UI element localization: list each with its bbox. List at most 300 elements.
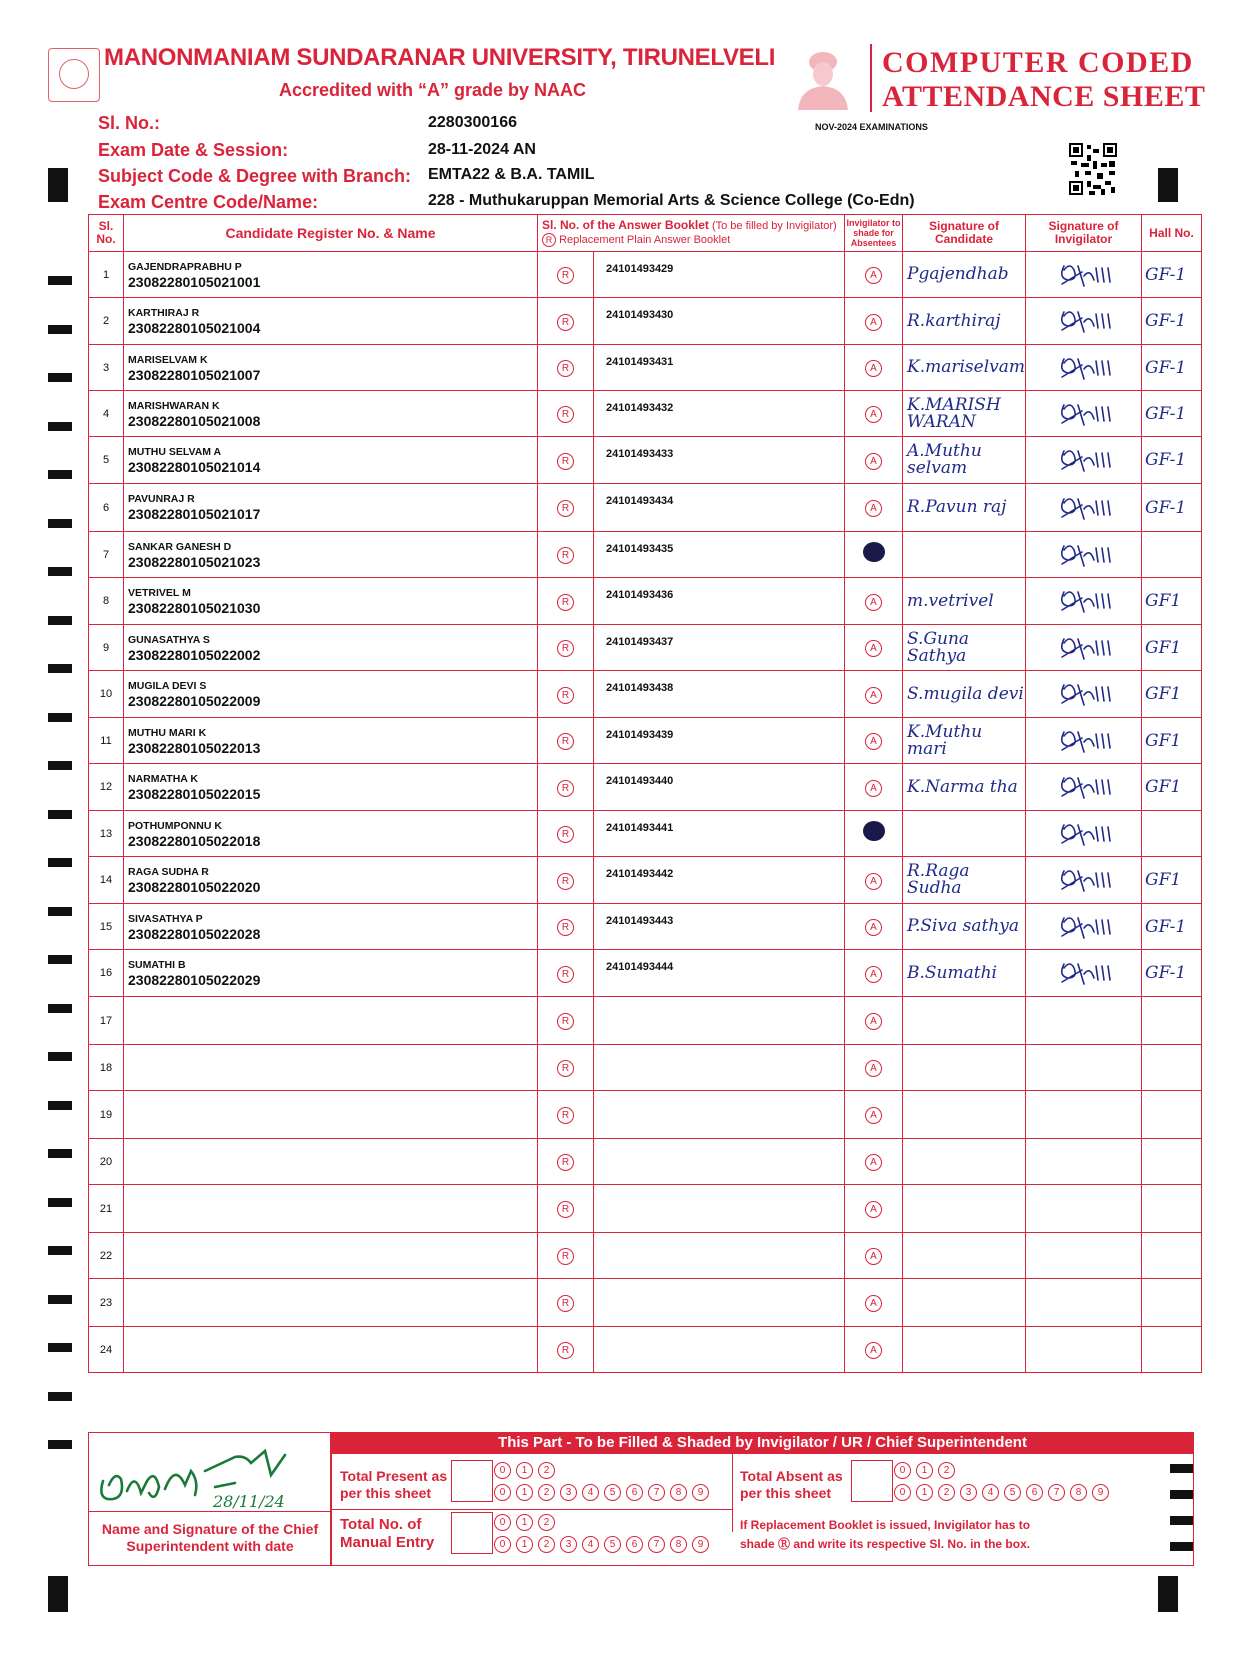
candidate-signature[interactable] — [903, 1045, 1026, 1091]
timing-mark — [48, 1392, 72, 1401]
university-logo — [48, 48, 100, 102]
booklet-no[interactable]: 24101493436 — [594, 578, 845, 625]
invigilator-signature[interactable] — [1026, 1139, 1142, 1185]
invigilator-signature[interactable] — [1026, 578, 1142, 625]
absent-cell[interactable] — [845, 437, 903, 484]
candidate-cell — [124, 1185, 538, 1233]
digit-bubble[interactable]: 2 — [538, 1514, 555, 1531]
replacement-cell[interactable] — [538, 1045, 594, 1091]
candidate-cell — [124, 532, 538, 578]
absent-cell[interactable] — [845, 625, 903, 671]
row-sl-no: 18 — [89, 1045, 124, 1091]
digit-bubble[interactable]: 9 — [1092, 1484, 1109, 1501]
candidate-cell — [124, 1091, 538, 1139]
digit-bubble[interactable]: 3 — [560, 1536, 577, 1553]
hall-no[interactable] — [1142, 532, 1202, 578]
digit-bubble[interactable]: 8 — [670, 1536, 687, 1553]
replacement-cell[interactable] — [538, 625, 594, 671]
booklet-no[interactable] — [594, 1139, 845, 1185]
replacement-cell[interactable] — [538, 997, 594, 1045]
digit-bubble[interactable]: 7 — [648, 1484, 665, 1501]
candidate-cell — [124, 578, 538, 625]
candidate-cell — [124, 718, 538, 764]
replacement-bubble[interactable]: R — [557, 547, 574, 564]
replacement-bubble[interactable]: R — [557, 733, 574, 750]
invigilator-signature[interactable] — [1026, 345, 1142, 391]
booklet-no[interactable] — [594, 1185, 845, 1233]
hall-no[interactable]: GF-1 — [1142, 904, 1202, 950]
candidate-cell — [124, 298, 538, 345]
booklet-no[interactable] — [594, 1091, 845, 1139]
absent-cell[interactable] — [845, 857, 903, 904]
invigilator-signature[interactable] — [1026, 391, 1142, 437]
candidate-signature[interactable]: A.Muthu selvam — [903, 437, 1026, 484]
booklet-no[interactable]: 24101493440 — [594, 764, 845, 811]
replacement-cell[interactable] — [538, 298, 594, 345]
manual-entry-box[interactable] — [451, 1512, 493, 1554]
invigilator-signature[interactable] — [1026, 950, 1142, 997]
absent-cell[interactable] — [845, 1139, 903, 1185]
digit-bubble[interactable]: 7 — [1048, 1484, 1065, 1501]
replacement-bubble[interactable]: R — [557, 780, 574, 797]
candidate-reg-no: 23082280105022020 — [128, 879, 261, 895]
invigilator-signature[interactable] — [1026, 671, 1142, 718]
row-sl-no: 8 — [89, 578, 124, 625]
accreditation-text: Accredited with “A” grade by NAAC — [279, 80, 587, 100]
candidate-signature[interactable] — [903, 1233, 1026, 1279]
table-row — [89, 391, 1202, 437]
digit-bubble[interactable]: 0 — [494, 1514, 511, 1531]
replacement-bubble[interactable]: R — [557, 1013, 574, 1030]
timing-mark — [48, 1576, 68, 1612]
replacement-bubble[interactable]: R — [557, 1201, 574, 1218]
absent-cell[interactable] — [845, 718, 903, 764]
candidate-signature[interactable] — [903, 532, 1026, 578]
absent-cell[interactable] — [845, 1091, 903, 1139]
replacement-bubble[interactable]: R — [557, 267, 574, 284]
total-absent-units[interactable] — [894, 1482, 1114, 1501]
table-row — [89, 1185, 1202, 1233]
replacement-bubble[interactable]: R — [557, 1107, 574, 1124]
digit-bubble[interactable]: 1 — [516, 1514, 533, 1531]
hall-no[interactable]: GF1 — [1142, 578, 1202, 625]
sheet-title-line2: ATTENDANCE SHEET — [882, 80, 1206, 113]
absent-cell[interactable] — [845, 484, 903, 532]
digit-bubble[interactable]: 6 — [1026, 1484, 1043, 1501]
hall-no[interactable] — [1142, 1279, 1202, 1327]
booklet-no[interactable] — [594, 1045, 845, 1091]
candidate-signature[interactable] — [903, 1327, 1026, 1373]
digit-bubble[interactable]: 0 — [894, 1462, 911, 1479]
digit-bubble[interactable]: 1 — [916, 1484, 933, 1501]
booklet-no[interactable] — [594, 1327, 845, 1373]
candidate-name: SIVASATHYA P — [128, 913, 203, 925]
candidate-signature[interactable] — [903, 1091, 1026, 1139]
hall-no[interactable] — [1142, 1045, 1202, 1091]
manual-entry-tens[interactable] — [494, 1512, 560, 1531]
booklet-no[interactable]: 24101493429 — [594, 252, 845, 298]
hall-no[interactable] — [1142, 1139, 1202, 1185]
sheet-header — [0, 0, 1240, 210]
replacement-cell[interactable] — [538, 857, 594, 904]
candidate-name: MUGILA DEVI S — [128, 680, 207, 692]
absent-cell[interactable] — [845, 1233, 903, 1279]
absent-cell[interactable] — [845, 811, 903, 857]
table-row — [89, 625, 1202, 671]
hall-no[interactable] — [1142, 811, 1202, 857]
hall-no[interactable] — [1142, 1185, 1202, 1233]
replacement-cell[interactable] — [538, 484, 594, 532]
timing-mark — [48, 1004, 72, 1013]
table-row — [89, 1045, 1202, 1091]
hall-no[interactable]: GF-1 — [1142, 391, 1202, 437]
invigilator-signature[interactable] — [1026, 1045, 1142, 1091]
digit-bubble[interactable]: 6 — [626, 1536, 643, 1553]
digit-bubble[interactable]: 4 — [582, 1536, 599, 1553]
timing-mark — [1158, 168, 1178, 202]
candidate-cell — [124, 764, 538, 811]
booklet-no[interactable]: 24101493444 — [594, 950, 845, 997]
booklet-no[interactable]: 24101493431 — [594, 345, 845, 391]
digit-bubble[interactable]: 2 — [938, 1484, 955, 1501]
absent-bubble[interactable]: A — [865, 594, 882, 611]
digit-bubble[interactable]: 1 — [516, 1484, 533, 1501]
replacement-bubble[interactable]: R — [557, 919, 574, 936]
hall-no[interactable] — [1142, 1091, 1202, 1139]
replacement-bubble[interactable]: R — [557, 1060, 574, 1077]
candidate-signature[interactable]: m.vetrivel — [903, 578, 1026, 625]
replacement-cell[interactable] — [538, 252, 594, 298]
digit-bubble[interactable]: 0 — [494, 1536, 511, 1553]
absent-cell[interactable] — [845, 1279, 903, 1327]
candidate-cell — [124, 997, 538, 1045]
digit-bubble[interactable]: 9 — [692, 1484, 709, 1501]
invigilator-summary-section — [88, 1432, 1194, 1566]
booklet-no[interactable]: 24101493430 — [594, 298, 845, 345]
replacement-bubble[interactable]: R — [557, 500, 574, 517]
replacement-bubble[interactable]: R — [557, 1248, 574, 1265]
replacement-cell[interactable] — [538, 811, 594, 857]
invigilator-signature[interactable] — [1026, 1327, 1142, 1373]
absent-bubble[interactable]: A — [865, 500, 882, 517]
row-sl-no: 5 — [89, 437, 124, 484]
table-row — [89, 1091, 1202, 1139]
invigilator-signature[interactable] — [1026, 904, 1142, 950]
hall-no[interactable]: GF-1 — [1142, 437, 1202, 484]
hall-no[interactable]: GF1 — [1142, 671, 1202, 718]
hall-no[interactable]: GF-1 — [1142, 345, 1202, 391]
absent-bubble[interactable]: A — [865, 314, 882, 331]
replacement-cell[interactable] — [538, 764, 594, 811]
hall-no[interactable] — [1142, 1327, 1202, 1373]
booklet-no[interactable]: 24101493435 — [594, 532, 845, 578]
digit-bubble[interactable]: 8 — [670, 1484, 687, 1501]
manual-entry-units[interactable] — [494, 1534, 714, 1553]
replacement-cell[interactable] — [538, 950, 594, 997]
invigilator-signature[interactable] — [1026, 625, 1142, 671]
absent-cell[interactable] — [845, 997, 903, 1045]
candidate-signature[interactable]: K.Muthu mari — [903, 718, 1026, 764]
attendance-table — [88, 214, 1202, 1373]
replacement-cell[interactable] — [538, 437, 594, 484]
candidate-signature[interactable] — [903, 811, 1026, 857]
replacement-cell[interactable] — [538, 391, 594, 437]
invigilator-signature[interactable] — [1026, 298, 1142, 345]
hall-no[interactable]: GF1 — [1142, 857, 1202, 904]
replacement-cell[interactable] — [538, 1279, 594, 1327]
table-row — [89, 671, 1202, 718]
absent-bubble[interactable]: A — [865, 1342, 882, 1359]
timing-mark — [48, 1246, 72, 1255]
absent-cell[interactable] — [845, 950, 903, 997]
invigilator-signature[interactable] — [1026, 532, 1142, 578]
invigilator-signature[interactable] — [1026, 1091, 1142, 1139]
table-row — [89, 718, 1202, 764]
replacement-cell[interactable] — [538, 718, 594, 764]
absent-bubble[interactable]: A — [865, 406, 882, 423]
digit-bubble[interactable]: 7 — [648, 1536, 665, 1553]
digit-bubble[interactable]: 6 — [626, 1484, 643, 1501]
invigilator-signature[interactable] — [1026, 811, 1142, 857]
booklet-no[interactable]: 24101493432 — [594, 391, 845, 437]
invigilator-signature[interactable] — [1026, 857, 1142, 904]
replacement-bubble[interactable]: R — [557, 1154, 574, 1171]
candidate-signature[interactable]: R.Raga Sudha — [903, 857, 1026, 904]
candidate-signature[interactable] — [903, 1279, 1026, 1327]
candidate-signature[interactable] — [903, 1139, 1026, 1185]
booklet-no[interactable] — [594, 997, 845, 1045]
replacement-cell[interactable] — [538, 1233, 594, 1279]
absent-cell[interactable] — [845, 345, 903, 391]
candidate-signature[interactable] — [903, 1185, 1026, 1233]
absent-bubble[interactable]: A — [865, 267, 882, 284]
candidate-signature[interactable]: Pgajendhab — [903, 252, 1026, 298]
replacement-cell[interactable] — [538, 671, 594, 718]
absent-cell[interactable] — [845, 904, 903, 950]
replacement-bubble[interactable]: R — [557, 826, 574, 843]
absent-bubble[interactable]: A — [865, 1248, 882, 1265]
digit-bubble[interactable]: 1 — [516, 1462, 533, 1479]
digit-bubble[interactable]: 5 — [604, 1484, 621, 1501]
booklet-no[interactable]: 24101493442 — [594, 857, 845, 904]
replacement-cell[interactable] — [538, 578, 594, 625]
absent-cell[interactable] — [845, 252, 903, 298]
absent-bubble[interactable]: A — [865, 780, 882, 797]
hall-no[interactable]: GF1 — [1142, 625, 1202, 671]
absent-cell[interactable] — [845, 671, 903, 718]
absent-cell[interactable] — [845, 764, 903, 811]
hall-no[interactable]: GF-1 — [1142, 950, 1202, 997]
digit-bubble[interactable]: 2 — [538, 1462, 555, 1479]
candidate-name: VETRIVEL M — [128, 587, 191, 599]
total-absent-tens[interactable] — [894, 1460, 960, 1479]
digit-bubble[interactable]: 0 — [494, 1484, 511, 1501]
replacement-bubble[interactable]: R — [557, 873, 574, 890]
hall-no[interactable]: GF-1 — [1142, 252, 1202, 298]
invigilator-signature[interactable] — [1026, 484, 1142, 532]
booklet-no[interactable]: 24101493439 — [594, 718, 845, 764]
absent-bubble[interactable]: A — [865, 733, 882, 750]
absent-bubble[interactable]: A — [865, 873, 882, 890]
hall-no[interactable]: GF1 — [1142, 764, 1202, 811]
candidate-signature[interactable]: S.mugila devi — [903, 671, 1026, 718]
col-absent-header: Invigilator to shade for Absentees — [845, 215, 903, 252]
exam-label: NOV-2024 EXAMINATIONS — [815, 122, 928, 132]
table-row — [89, 997, 1202, 1045]
digit-bubble[interactable]: 5 — [1004, 1484, 1021, 1501]
replacement-bubble[interactable]: R — [557, 314, 574, 331]
col-sig-candidate-header: Signature of Candidate — [903, 215, 1026, 252]
replacement-bubble[interactable]: R — [557, 1342, 574, 1359]
absent-cell[interactable] — [845, 1327, 903, 1373]
replacement-cell[interactable] — [538, 345, 594, 391]
invigilator-signature[interactable] — [1026, 764, 1142, 811]
absent-bubble[interactable]: A — [865, 1107, 882, 1124]
replacement-bubble[interactable]: R — [557, 453, 574, 470]
replacement-bubble[interactable]: R — [557, 966, 574, 983]
row-sl-no: 23 — [89, 1279, 124, 1327]
candidate-reg-no: 23082280105021008 — [128, 413, 261, 429]
digit-bubble[interactable]: 0 — [894, 1484, 911, 1501]
timing-mark — [48, 422, 72, 431]
digit-bubble[interactable]: 1 — [916, 1462, 933, 1479]
absent-shaded-bubble[interactable] — [863, 821, 885, 841]
digit-bubble[interactable]: 1 — [516, 1536, 533, 1553]
digit-bubble[interactable]: 2 — [938, 1462, 955, 1479]
candidate-signature[interactable]: R.karthiraj — [903, 298, 1026, 345]
table-row — [89, 578, 1202, 625]
invigilator-signature[interactable] — [1026, 997, 1142, 1045]
hall-no[interactable] — [1142, 1233, 1202, 1279]
timing-mark — [48, 1101, 72, 1110]
replacement-bubble[interactable]: R — [557, 1295, 574, 1312]
university-name: MANONMANIAM SUNDARANAR UNIVERSITY, TIRUNELVELI — [104, 44, 776, 71]
replacement-cell[interactable] — [538, 1091, 594, 1139]
absent-bubble[interactable]: A — [865, 687, 882, 704]
replacement-cell[interactable] — [538, 1139, 594, 1185]
invigilator-signature[interactable] — [1026, 718, 1142, 764]
absent-bubble[interactable]: A — [865, 1154, 882, 1171]
digit-bubble[interactable]: 2 — [538, 1484, 555, 1501]
absent-bubble[interactable]: A — [865, 966, 882, 983]
candidate-name: PAVUNRAJ R — [128, 493, 195, 505]
invigilator-signature[interactable] — [1026, 1185, 1142, 1233]
replacement-bubble[interactable]: R — [557, 687, 574, 704]
absent-cell[interactable] — [845, 532, 903, 578]
candidate-signature[interactable]: R.Pavun raj — [903, 484, 1026, 532]
absent-bubble[interactable]: A — [865, 1013, 882, 1030]
hall-no[interactable]: GF-1 — [1142, 484, 1202, 532]
total-present-tens[interactable] — [494, 1460, 560, 1479]
col-candidate-header: Candidate Register No. & Name — [124, 215, 538, 252]
booklet-no[interactable] — [594, 1233, 845, 1279]
candidate-cell — [124, 904, 538, 950]
timing-mark — [48, 1149, 72, 1158]
digit-bubble[interactable]: 8 — [1070, 1484, 1087, 1501]
booklet-no[interactable]: 24101493437 — [594, 625, 845, 671]
absent-bubble[interactable]: A — [865, 1060, 882, 1077]
digit-bubble[interactable]: 0 — [494, 1462, 511, 1479]
row-sl-no: 17 — [89, 997, 124, 1045]
absent-bubble[interactable]: A — [865, 1295, 882, 1312]
replacement-bubble[interactable]: R — [557, 640, 574, 657]
candidate-signature[interactable]: K.Narma tha — [903, 764, 1026, 811]
replacement-bubble[interactable]: R — [557, 406, 574, 423]
absent-shaded-bubble[interactable] — [863, 542, 885, 562]
total-present-units[interactable] — [494, 1482, 714, 1501]
digit-bubble[interactable]: 3 — [560, 1484, 577, 1501]
digit-bubble[interactable]: 9 — [692, 1536, 709, 1553]
candidate-signature[interactable]: K.mariselvam — [903, 345, 1026, 391]
absent-cell[interactable] — [845, 391, 903, 437]
absent-cell[interactable] — [845, 298, 903, 345]
total-present-box[interactable] — [451, 1460, 493, 1502]
candidate-signature[interactable]: K.MARISH WARAN — [903, 391, 1026, 437]
digit-bubble[interactable]: 4 — [982, 1484, 999, 1501]
invigilator-signature[interactable] — [1026, 252, 1142, 298]
replacement-bubble[interactable]: R — [557, 594, 574, 611]
replacement-cell[interactable] — [538, 1327, 594, 1373]
digit-bubble[interactable]: 3 — [960, 1484, 977, 1501]
absent-cell[interactable] — [845, 1045, 903, 1091]
total-absent-box[interactable] — [851, 1460, 893, 1502]
replacement-cell[interactable] — [538, 904, 594, 950]
digit-bubble[interactable]: 5 — [604, 1536, 621, 1553]
absent-bubble[interactable]: A — [865, 360, 882, 377]
absent-bubble[interactable]: A — [865, 640, 882, 657]
timing-mark — [48, 373, 72, 382]
invigilator-signature[interactable] — [1026, 437, 1142, 484]
absent-cell[interactable] — [845, 578, 903, 625]
total-present-label: Total Present as per this sheet — [340, 1468, 448, 1501]
timing-mark — [48, 907, 72, 916]
replacement-cell[interactable] — [538, 532, 594, 578]
hall-no[interactable]: GF-1 — [1142, 298, 1202, 345]
replacement-bubble[interactable]: R — [557, 360, 574, 377]
timing-mark — [48, 276, 72, 285]
candidate-name: RAGA SUDHA R — [128, 866, 209, 878]
booklet-no[interactable] — [594, 1279, 845, 1327]
digit-bubble[interactable]: 4 — [582, 1484, 599, 1501]
booklet-no[interactable]: 24101493438 — [594, 671, 845, 718]
booklet-no[interactable]: 24101493441 — [594, 811, 845, 857]
row-sl-no: 13 — [89, 811, 124, 857]
invigilator-signature[interactable] — [1026, 1233, 1142, 1279]
candidate-signature[interactable]: B.Sumathi — [903, 950, 1026, 997]
absent-bubble[interactable]: A — [865, 919, 882, 936]
table-row — [89, 811, 1202, 857]
timing-mark — [48, 616, 72, 625]
candidate-signature[interactable] — [903, 997, 1026, 1045]
candidate-name: MARISELVAM K — [128, 354, 208, 366]
hall-no[interactable] — [1142, 997, 1202, 1045]
absent-bubble[interactable]: A — [865, 1201, 882, 1218]
replacement-cell[interactable] — [538, 1185, 594, 1233]
booklet-no[interactable]: 24101493443 — [594, 904, 845, 950]
digit-bubble[interactable]: 2 — [538, 1536, 555, 1553]
candidate-signature[interactable]: P.Siva sathya — [903, 904, 1026, 950]
candidate-signature[interactable]: S.Guna Sathya — [903, 625, 1026, 671]
hall-no[interactable]: GF1 — [1142, 718, 1202, 764]
booklet-no[interactable]: 24101493433 — [594, 437, 845, 484]
candidate-cell — [124, 625, 538, 671]
absent-bubble[interactable]: A — [865, 453, 882, 470]
booklet-header-sub: Replacement Plain Answer Booklet — [559, 234, 731, 246]
booklet-no[interactable]: 24101493434 — [594, 484, 845, 532]
subject-label: Subject Code & Degree with Branch: — [98, 166, 412, 186]
absent-cell[interactable] — [845, 1185, 903, 1233]
invigilator-signature[interactable] — [1026, 1279, 1142, 1327]
